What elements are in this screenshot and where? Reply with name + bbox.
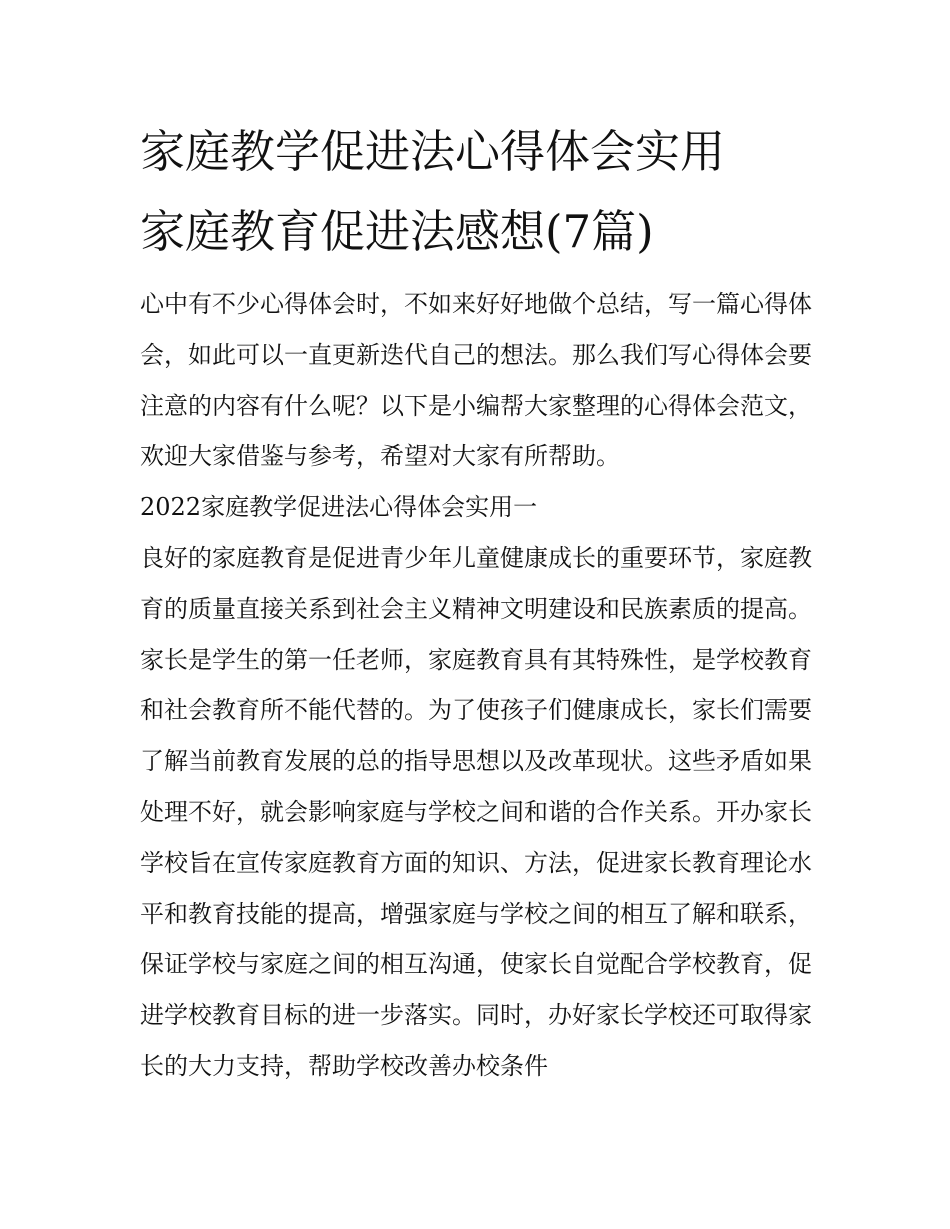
document-page <box>140 112 812 1092</box>
title-line-2: 家庭教育促进法感想(7篇) <box>140 205 654 258</box>
title-line-1: 家庭教学促进法心得体会实用 <box>140 125 726 178</box>
document-title <box>140 112 812 272</box>
section-1-heading: 2022家庭教学促进法心得体会实用一 <box>140 493 538 522</box>
section-1-body: 良好的家庭教育是促进青少年儿童健康成长的重要环节，家庭教育的质量直接关系到社会主义精神文明建设和民族素质的提高。家长是学生的第一任老师，家庭教育具有其特殊性，是学校教育和社会教育所不能代替的。为了使孩子们健康成长，家长们需要了解当前教育发展的总的指导思想以及改革现状。这些矛盾如果处理不好，就会影响家庭与学校之间和谐的合作关系。开办家长学校旨在宣传家庭教育方面的知识、方法，促进家长教育理论水平和教育技能的提高，增强家庭与学校之间的相互了解和联系，保证学校与家庭之间的相互沟通，使家长自觉配合学校教育，促进学校教育目标的进一步落实。同时，办好家长学校还可取得家长的大力支持，帮助学校改善办校条件 <box>140 543 812 1080</box>
intro-paragraph: 心中有不少心得体会时，不如来好好地做个总结，写一篇心得体会，如此可以一直更新迭代自己的想法。那么我们写心得体会要注意的内容有什么呢？以下是小编帮大家整理的心得体会范文，欢迎大家借鉴与参考，希望对大家有所帮助。 <box>140 290 812 471</box>
